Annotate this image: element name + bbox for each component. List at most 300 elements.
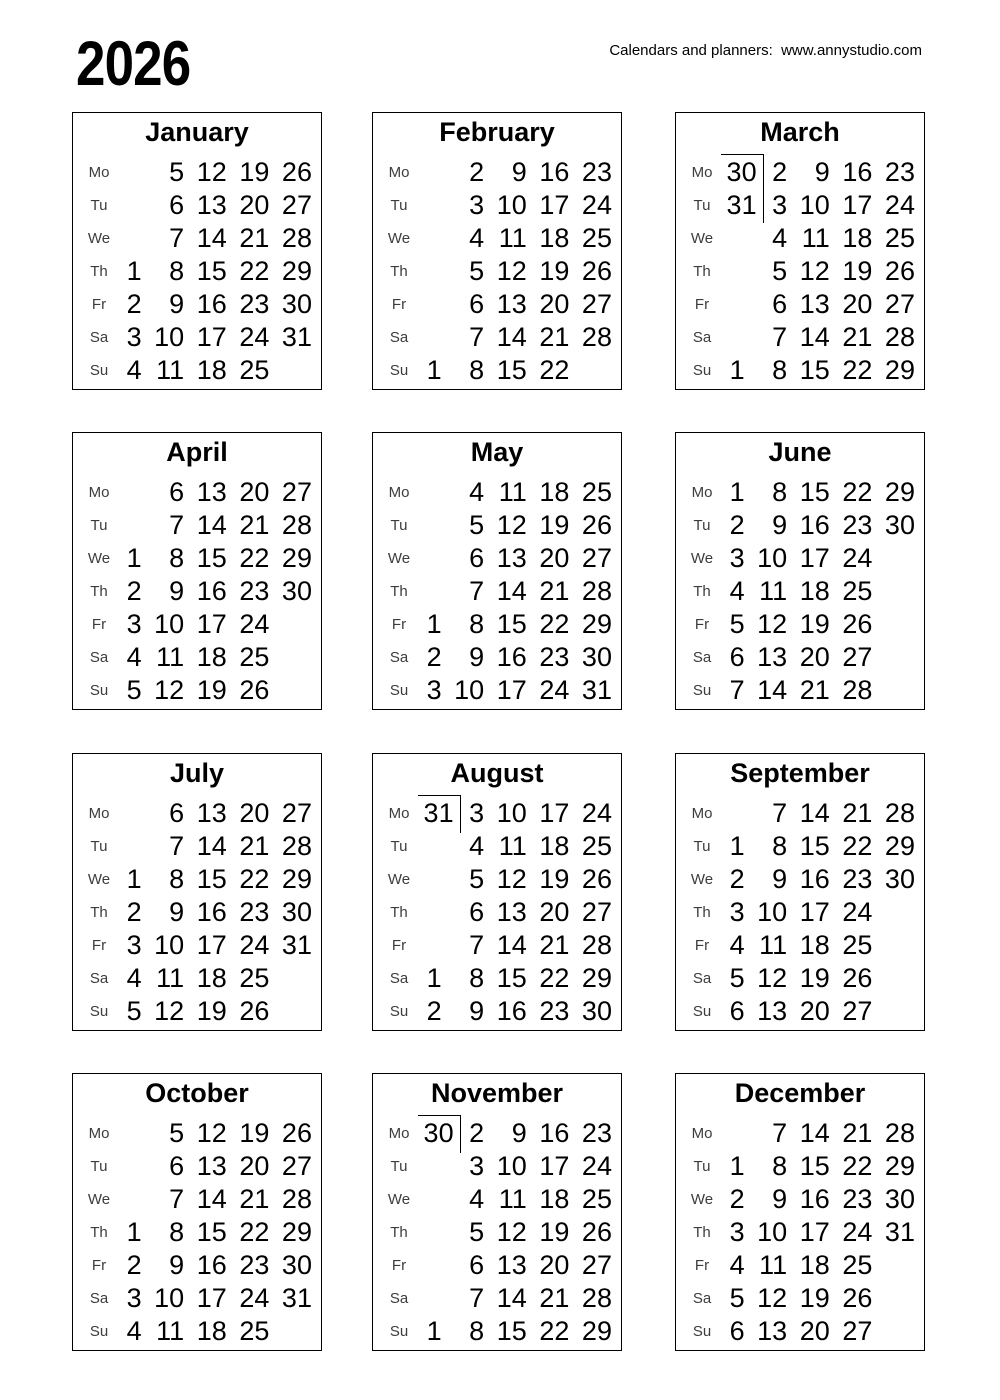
- weekday-label-su: Su: [89, 1323, 109, 1340]
- week-row: [73, 608, 321, 641]
- week-row: [676, 509, 924, 542]
- date-cell: 5: [126, 675, 142, 705]
- date-cell: 15: [496, 355, 527, 385]
- date-cell: 7: [772, 798, 788, 828]
- date-cell: 30: [884, 510, 915, 540]
- month-june: [675, 432, 925, 710]
- date-cell: 22: [842, 831, 873, 861]
- date-cell: 22: [539, 963, 570, 993]
- weekday-label-tu: Tu: [90, 838, 108, 855]
- date-cell: 4: [729, 576, 745, 606]
- date-cell: 28: [581, 930, 612, 960]
- month-weeks: [73, 1117, 321, 1348]
- weekday-label-fr: Fr: [391, 296, 407, 313]
- weekday-label-sa: Sa: [89, 649, 109, 666]
- date-cell: 27: [581, 543, 612, 573]
- date-cell: 15: [196, 864, 227, 894]
- date-cell: 12: [799, 256, 830, 286]
- date-cell: 10: [154, 1283, 185, 1313]
- date-cell: 17: [196, 322, 227, 352]
- date-cell: 9: [772, 864, 788, 894]
- month-title: August: [450, 758, 544, 788]
- date-cell: 19: [799, 963, 830, 993]
- week-row: [373, 509, 621, 542]
- weekday-label-fr: Fr: [91, 616, 107, 633]
- week-row: [373, 542, 621, 575]
- week-dates: [399, 575, 621, 608]
- date-cell: 8: [772, 1151, 788, 1181]
- date-cell: 14: [496, 930, 527, 960]
- weekday-label-su: Su: [389, 682, 409, 699]
- week-row: [373, 1150, 621, 1183]
- date-cell: 12: [496, 256, 527, 286]
- week-row: [676, 863, 924, 896]
- date-cell: 9: [169, 897, 185, 927]
- week-row: [676, 321, 924, 354]
- date-cell: 21: [539, 930, 570, 960]
- date-cell: [269, 962, 312, 995]
- date-cell: 18: [196, 1316, 227, 1346]
- week-dates: [702, 1117, 924, 1150]
- week-row: [676, 1216, 924, 1249]
- week-row: [373, 222, 621, 255]
- date-cell: 20: [239, 798, 270, 828]
- week-row: [73, 995, 321, 1028]
- date-cell: 12: [757, 963, 788, 993]
- week-row: [373, 255, 621, 288]
- date-cell: [399, 189, 442, 222]
- date-cell: 16: [196, 897, 227, 927]
- date-cell: 13: [757, 642, 788, 672]
- date-cell: 10: [496, 190, 527, 220]
- date-cell: 30: [581, 996, 612, 1026]
- date-cell: 7: [169, 831, 185, 861]
- week-dates: [399, 1183, 621, 1216]
- week-dates: [702, 929, 924, 962]
- date-cell: 22: [539, 355, 570, 385]
- month-weeks: [676, 156, 924, 387]
- date-cell: 16: [196, 1250, 227, 1280]
- date-cell: 29: [581, 1316, 612, 1346]
- date-cell: 13: [496, 897, 527, 927]
- month-april: [72, 432, 322, 710]
- weekday-label-tu: Tu: [390, 1158, 408, 1175]
- date-cell: 1: [426, 963, 442, 993]
- date-cell: 12: [196, 1118, 227, 1148]
- week-dates: [702, 674, 924, 707]
- date-cell: [99, 222, 142, 255]
- weekday-label-mo: Mo: [88, 484, 110, 501]
- week-row: [73, 1183, 321, 1216]
- week-row: [373, 321, 621, 354]
- date-cell: 22: [539, 609, 570, 639]
- date-cell: 5: [169, 157, 185, 187]
- week-row: [73, 156, 321, 189]
- date-cell: 17: [196, 930, 227, 960]
- date-cell: 27: [842, 996, 873, 1026]
- week-row: [676, 962, 924, 995]
- week-dates: [99, 863, 321, 896]
- weekday-label-th: Th: [693, 1224, 711, 1241]
- date-cell: [399, 863, 442, 896]
- week-dates: [399, 608, 621, 641]
- date-cell: 2: [126, 1250, 142, 1280]
- weekday-label-mo: Mo: [691, 164, 713, 181]
- date-cell: 30: [281, 897, 312, 927]
- week-dates: [702, 575, 924, 608]
- date-cell: [399, 222, 442, 255]
- week-dates: [702, 896, 924, 929]
- month-weeks: [373, 156, 621, 387]
- month-title: September: [730, 758, 870, 788]
- month-october: [72, 1073, 322, 1351]
- date-cell: 22: [842, 355, 873, 385]
- date-cell: 9: [469, 996, 485, 1026]
- date-cell: 1: [126, 1217, 142, 1247]
- date-cell: 21: [239, 831, 270, 861]
- date-cell: 17: [842, 190, 873, 220]
- date-cell: 25: [842, 930, 873, 960]
- week-dates: [99, 575, 321, 608]
- week-dates: [702, 288, 924, 321]
- month-july: [72, 753, 322, 1031]
- weekday-label-su: Su: [389, 1003, 409, 1020]
- month-title: April: [166, 437, 228, 467]
- weekday-label-fr: Fr: [694, 616, 710, 633]
- date-cell: 10: [757, 543, 788, 573]
- date-cell: 31: [281, 1283, 312, 1313]
- date-cell: 21: [539, 1283, 570, 1313]
- date-cell: [99, 830, 142, 863]
- date-cell: 18: [842, 223, 873, 253]
- week-row: [73, 830, 321, 863]
- date-cell: 8: [169, 1217, 185, 1247]
- date-cell: 9: [169, 289, 185, 319]
- weekday-label-fr: Fr: [391, 937, 407, 954]
- date-cell: [702, 1117, 745, 1150]
- date-cell: [399, 288, 442, 321]
- date-cell: 3: [729, 1217, 745, 1247]
- weekday-label-sa: Sa: [89, 1290, 109, 1307]
- date-cell: [269, 995, 312, 1028]
- weekday-label-mo: Mo: [88, 805, 110, 822]
- date-cell: 9: [772, 1184, 788, 1214]
- date-cell: 6: [729, 642, 745, 672]
- date-cell: 23: [239, 576, 270, 606]
- week-row: [73, 476, 321, 509]
- week-dates: [702, 863, 924, 896]
- date-cell: 3: [426, 675, 442, 705]
- weekday-label-tu: Tu: [693, 517, 711, 534]
- date-cell: 23: [539, 996, 570, 1026]
- week-dates: [399, 1282, 621, 1315]
- week-row: [676, 1315, 924, 1348]
- date-cell: 11: [498, 831, 527, 861]
- weekday-label-tu: Tu: [390, 197, 408, 214]
- week-row: [373, 896, 621, 929]
- week-dates: [399, 674, 621, 707]
- date-cell: 27: [281, 1151, 312, 1181]
- date-cell: [399, 255, 442, 288]
- weekday-label-sa: Sa: [692, 329, 712, 346]
- weekday-label-mo: Mo: [691, 805, 713, 822]
- date-cell: 14: [196, 223, 227, 253]
- date-cell: 13: [196, 798, 227, 828]
- week-dates: [399, 962, 621, 995]
- date-cell: 6: [169, 798, 185, 828]
- month-weeks: [373, 797, 621, 1028]
- date-cell: 21: [539, 576, 570, 606]
- week-row: [373, 962, 621, 995]
- date-cell: [399, 1150, 442, 1183]
- week-dates: [99, 288, 321, 321]
- date-cell: 10: [757, 897, 788, 927]
- date-cell: [872, 674, 915, 707]
- week-dates: [702, 1183, 924, 1216]
- date-cell: 16: [196, 576, 227, 606]
- date-cell: 3: [126, 930, 142, 960]
- date-cell: 26: [842, 963, 873, 993]
- date-cell: 21: [539, 322, 570, 352]
- date-cell: 18: [539, 223, 570, 253]
- week-row: [73, 1150, 321, 1183]
- week-dates: [702, 830, 924, 863]
- week-dates: [99, 1282, 321, 1315]
- date-cell: 22: [842, 1151, 873, 1181]
- week-row: [373, 1183, 621, 1216]
- date-cell: [269, 608, 312, 641]
- date-cell: 18: [539, 477, 570, 507]
- week-row: [73, 674, 321, 707]
- date-cell: 17: [799, 1217, 830, 1247]
- date-cell: 3: [772, 190, 788, 220]
- week-row: [73, 1216, 321, 1249]
- week-dates: [399, 189, 621, 222]
- date-cell: [872, 641, 915, 674]
- date-cell: 20: [539, 897, 570, 927]
- week-row: [373, 641, 621, 674]
- month-title: February: [439, 117, 555, 147]
- date-cell: 10: [454, 675, 485, 705]
- weekday-label-sa: Sa: [89, 329, 109, 346]
- date-cell: 5: [469, 864, 485, 894]
- date-cell: [872, 1315, 915, 1348]
- date-cell: 2: [469, 157, 485, 187]
- week-row: [676, 354, 924, 387]
- weekday-label-th: Th: [90, 1224, 108, 1241]
- week-dates: [702, 1216, 924, 1249]
- weekday-label-su: Su: [692, 682, 712, 699]
- date-cell: 28: [884, 1118, 915, 1148]
- date-cell: 6: [469, 1250, 485, 1280]
- date-cell: 30: [884, 1184, 915, 1214]
- date-cell: 22: [539, 1316, 570, 1346]
- date-cell: 28: [281, 831, 312, 861]
- weekday-label-mo: Mo: [388, 484, 410, 501]
- date-cell: 18: [799, 576, 830, 606]
- date-cell: 29: [281, 543, 312, 573]
- date-cell: 28: [842, 675, 873, 705]
- month-february: [372, 112, 622, 390]
- date-cell: 26: [281, 1118, 312, 1148]
- week-dates: [702, 1315, 924, 1348]
- month-november: [372, 1073, 622, 1351]
- date-cell: 29: [581, 963, 612, 993]
- date-cell: [399, 509, 442, 542]
- week-dates: [99, 542, 321, 575]
- date-cell: 10: [799, 190, 830, 220]
- week-dates: [399, 1216, 621, 1249]
- date-cell: 4: [126, 963, 142, 993]
- date-cell: 14: [496, 576, 527, 606]
- month-march: [675, 112, 925, 390]
- date-cell: 29: [281, 864, 312, 894]
- date-cell: [399, 1183, 442, 1216]
- date-cell: 30: [281, 576, 312, 606]
- month-august: [372, 753, 622, 1031]
- date-cell: 14: [496, 1283, 527, 1313]
- date-cell: 21: [842, 798, 873, 828]
- date-cell: [399, 156, 442, 189]
- date-cell: 11: [801, 223, 830, 253]
- date-cell: 17: [539, 798, 570, 828]
- week-row: [676, 542, 924, 575]
- week-row: [373, 1249, 621, 1282]
- week-row: [676, 189, 924, 222]
- date-cell: 2: [126, 897, 142, 927]
- weekday-label-we: We: [87, 230, 111, 247]
- date-cell: [99, 156, 142, 189]
- week-row: [676, 1183, 924, 1216]
- date-cell: 11: [759, 1250, 788, 1280]
- date-cell: 30: [281, 1250, 312, 1280]
- date-cell: 15: [799, 477, 830, 507]
- week-dates: [399, 929, 621, 962]
- week-dates: [702, 255, 924, 288]
- date-cell: [702, 288, 745, 321]
- date-cell: 8: [469, 963, 485, 993]
- date-cell: 7: [169, 223, 185, 253]
- weekday-label-su: Su: [389, 1323, 409, 1340]
- week-row: [676, 575, 924, 608]
- date-cell: 26: [581, 510, 612, 540]
- week-row: [73, 189, 321, 222]
- date-cell: [269, 641, 312, 674]
- date-cell: 17: [196, 1283, 227, 1313]
- date-cell: 10: [154, 609, 185, 639]
- weekday-label-th: Th: [90, 263, 108, 280]
- week-row: [676, 1249, 924, 1282]
- date-cell: 30: [423, 1118, 454, 1148]
- week-row: [373, 354, 621, 387]
- date-cell: 21: [842, 322, 873, 352]
- weekday-label-sa: Sa: [692, 970, 712, 987]
- date-cell: 26: [842, 609, 873, 639]
- week-dates: [99, 509, 321, 542]
- date-cell: 31: [281, 322, 312, 352]
- date-cell: 27: [581, 1250, 612, 1280]
- date-cell: 29: [281, 256, 312, 286]
- date-cell: 1: [126, 543, 142, 573]
- weekday-label-mo: Mo: [88, 164, 110, 181]
- date-cell: 11: [498, 223, 527, 253]
- date-cell: 15: [799, 831, 830, 861]
- date-cell: [269, 674, 312, 707]
- weekday-label-tu: Tu: [390, 517, 408, 534]
- date-cell: 2: [772, 157, 788, 187]
- date-cell: 19: [539, 510, 570, 540]
- week-dates: [99, 896, 321, 929]
- date-cell: 18: [799, 930, 830, 960]
- date-cell: [399, 321, 442, 354]
- date-cell: 6: [169, 477, 185, 507]
- date-cell: 15: [196, 543, 227, 573]
- date-cell: 14: [757, 675, 788, 705]
- week-row: [373, 797, 621, 830]
- date-cell: 2: [126, 576, 142, 606]
- date-cell: 27: [281, 190, 312, 220]
- week-row: [73, 797, 321, 830]
- date-cell: 13: [757, 996, 788, 1026]
- week-dates: [399, 1150, 621, 1183]
- date-cell: 3: [126, 1283, 142, 1313]
- date-cell: [99, 189, 142, 222]
- date-cell: 11: [156, 963, 185, 993]
- week-row: [373, 830, 621, 863]
- weekday-label-th: Th: [390, 263, 408, 280]
- week-row: [73, 962, 321, 995]
- week-row: [676, 255, 924, 288]
- month-weeks: [373, 1117, 621, 1348]
- year-title: 2026: [76, 29, 191, 99]
- date-cell: 20: [239, 1151, 270, 1181]
- date-cell: [399, 476, 442, 509]
- date-cell: 26: [884, 256, 915, 286]
- date-cell: 5: [169, 1118, 185, 1148]
- date-cell: [269, 354, 312, 387]
- date-cell: 7: [469, 576, 485, 606]
- month-may: [372, 432, 622, 710]
- date-cell: 5: [126, 996, 142, 1026]
- week-row: [676, 896, 924, 929]
- date-cell: 11: [156, 355, 185, 385]
- date-cell: [99, 476, 142, 509]
- date-cell: 17: [196, 609, 227, 639]
- date-cell: 15: [196, 256, 227, 286]
- weekday-label-fr: Fr: [391, 616, 407, 633]
- date-cell: [269, 1315, 312, 1348]
- date-cell: 22: [239, 256, 270, 286]
- date-cell: 1: [729, 1151, 745, 1181]
- weekday-label-we: We: [387, 871, 411, 888]
- date-cell: 19: [539, 864, 570, 894]
- date-cell: 31: [281, 930, 312, 960]
- date-cell: 7: [169, 1184, 185, 1214]
- date-cell: 4: [469, 223, 485, 253]
- date-cell: 10: [154, 322, 185, 352]
- week-row: [676, 156, 924, 189]
- date-cell: [399, 1216, 442, 1249]
- month-december: [675, 1073, 925, 1351]
- week-dates: [702, 189, 924, 222]
- week-dates: [99, 797, 321, 830]
- date-cell: 23: [842, 510, 873, 540]
- date-cell: 14: [799, 322, 830, 352]
- tagline-text: Calendars and planners: www.annystudio.com: [609, 42, 922, 59]
- weekday-label-fr: Fr: [91, 937, 107, 954]
- date-cell: 25: [842, 576, 873, 606]
- week-row: [73, 1315, 321, 1348]
